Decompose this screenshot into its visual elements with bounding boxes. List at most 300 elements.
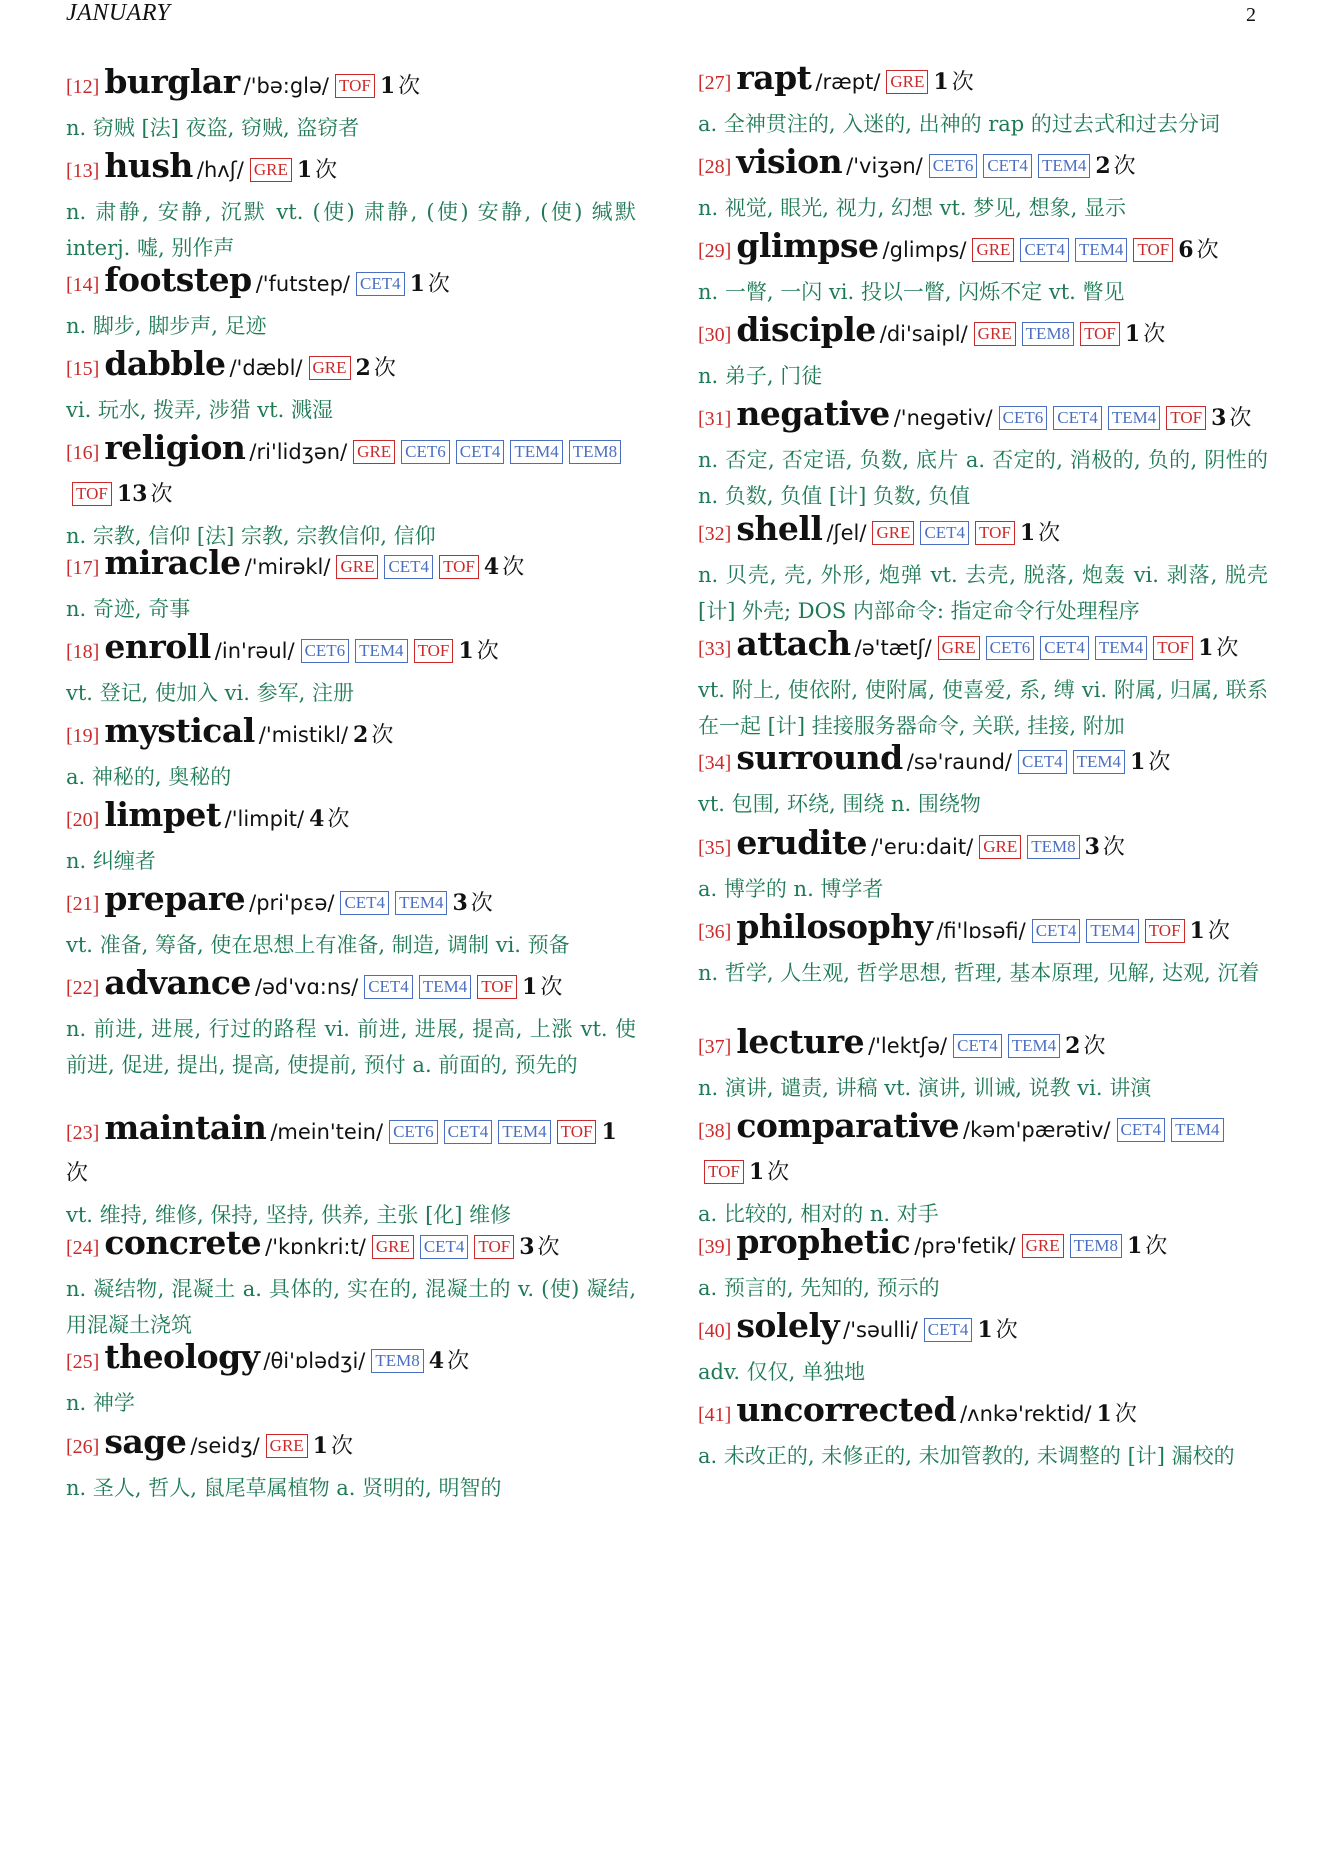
count-value: 13 [116, 481, 148, 507]
pronunciation: /sə'raund/ [906, 750, 1012, 774]
exam-tag-cet4: CET4 [364, 975, 413, 999]
count-value: 1 [1189, 918, 1205, 944]
count-value: 3 [452, 890, 468, 916]
exam-tag-cet4: CET4 [953, 1034, 1002, 1058]
definition: n. 窃贼 [法] 夜盗, 窃贼, 盗窃者 [66, 116, 360, 140]
vocab-entry [66, 1223, 636, 1343]
count-value: 4 [483, 554, 500, 580]
definition: adv. 仅仅, 单独地 [698, 1360, 866, 1384]
definition: n. 宗教, 信仰 [法] 宗教, 宗教信仰, 信仰 [66, 524, 436, 548]
pronunciation: /'mirəkl/ [244, 555, 331, 579]
count-value: 2 [1065, 1033, 1081, 1059]
pronunciation: /'kɒnkri:t/ [265, 1235, 366, 1259]
count-value: 1 [1019, 520, 1036, 546]
pronunciation: /ʌnkə'rektid/ [960, 1402, 1092, 1426]
pronunciation: /'futstep/ [255, 272, 350, 296]
entry-headline [66, 711, 636, 757]
count-unit: 次 [315, 158, 338, 183]
pronunciation: /pri'pɛə/ [249, 891, 335, 915]
entry-headline [698, 1106, 1268, 1194]
occurrence-count [1178, 238, 1218, 263]
entry-number: [33] [698, 638, 732, 660]
definition: a. 博学的 n. 博学者 [698, 877, 884, 901]
exam-tag-cet4: CET4 [1053, 406, 1102, 430]
count-unit: 次 [1102, 835, 1125, 860]
pronunciation: /'dæbl/ [229, 356, 303, 380]
count-value: 4 [428, 1348, 445, 1374]
count-unit: 次 [1145, 1234, 1168, 1259]
count-value: 1 [977, 1317, 993, 1343]
exam-tag-tem4: TEM4 [355, 639, 407, 663]
entry-headline [66, 963, 636, 1009]
exam-tag-tof: TOF [477, 975, 517, 999]
occurrence-count [749, 1160, 789, 1185]
count-value: 2 [353, 722, 369, 748]
entry-headline [698, 1306, 1268, 1352]
count-unit: 次 [951, 70, 974, 95]
vocab-entry [698, 142, 1268, 226]
exam-tag-cet6: CET6 [389, 1120, 438, 1144]
count-value: 2 [355, 355, 371, 381]
count-unit: 次 [1148, 750, 1171, 775]
occurrence-count [933, 70, 973, 95]
exam-tag-cet4: CET4 [444, 1120, 493, 1144]
count-value: 6 [1178, 237, 1194, 263]
pronunciation: /'lektʃə/ [868, 1034, 948, 1058]
entry-headline [698, 823, 1268, 869]
count-unit: 次 [995, 1318, 1018, 1343]
exam-tag-cet4: CET4 [1040, 636, 1089, 660]
entry-headline [66, 1337, 636, 1383]
count-unit: 次 [470, 891, 493, 916]
headword: comparative [736, 1106, 960, 1145]
count-value: 1 [1126, 1233, 1143, 1259]
entry-headline [66, 62, 636, 108]
headword: theology [104, 1337, 260, 1376]
headword: dabble [104, 344, 226, 383]
entry-number: [19] [66, 725, 100, 747]
headword: surround [736, 738, 903, 777]
definition: a. 神秘的, 奥秘的 [66, 765, 232, 789]
entry-number: [23] [66, 1122, 100, 1144]
entry-number: [18] [66, 641, 100, 663]
headword: advance [104, 963, 251, 1002]
pronunciation: /ʃel/ [826, 521, 867, 545]
entry-number: [35] [698, 837, 732, 859]
vocab-entry [698, 738, 1268, 822]
exam-tag-tof: TOF [975, 521, 1015, 545]
vocab-entry [66, 1422, 636, 1506]
entry-headline [66, 543, 636, 589]
entry-number: [15] [66, 358, 100, 380]
count-value: 3 [1084, 834, 1100, 860]
occurrence-count [1130, 750, 1170, 775]
definition: n. 圣人, 哲人, 鼠尾草属植物 a. 贤明的, 明智的 [66, 1476, 502, 1500]
occurrence-count [313, 1434, 353, 1459]
entry-number: [38] [698, 1120, 732, 1142]
vocab-entry [698, 226, 1268, 310]
count-value: 1 [1130, 749, 1146, 775]
entry-headline [698, 738, 1268, 784]
entry-number: [27] [698, 72, 732, 94]
entry-headline [66, 344, 636, 390]
headword: uncorrected [736, 1390, 957, 1429]
pronunciation: /di'saipl/ [879, 322, 968, 346]
entry-number: [39] [698, 1236, 732, 1258]
occurrence-count [410, 272, 450, 297]
exam-tag-tem4: TEM4 [1095, 636, 1147, 660]
exam-tag-tof: TOF [335, 74, 375, 98]
entry-number: [13] [66, 160, 100, 182]
headword: enroll [104, 627, 211, 666]
entry-headline [66, 260, 636, 306]
exam-tag-cet4: CET4 [1018, 750, 1067, 774]
count-value: 3 [519, 1234, 535, 1260]
vocab-entry [698, 509, 1268, 629]
exam-tag-gre: GRE [872, 521, 914, 545]
vocab-entry [66, 795, 636, 879]
vocab-entry [66, 543, 636, 627]
count-unit: 次 [1113, 154, 1136, 179]
occurrence-count [380, 74, 420, 99]
entry-headline [66, 627, 636, 673]
count-unit: 次 [1229, 406, 1252, 431]
entry-headline [66, 795, 636, 841]
pronunciation: /mein'tein/ [270, 1120, 384, 1144]
pronunciation: /hʌʃ/ [196, 158, 244, 182]
definition: n. 否定, 否定语, 负数, 底片 a. 否定的, 消极的, 负的, 阴性的 n. 负数, 负值 [计] 负数, 负值 [698, 448, 1268, 508]
pronunciation: /'mistikl/ [258, 723, 349, 747]
exam-tag-tem4: TEM4 [1171, 1118, 1223, 1142]
vocab-entry [698, 624, 1268, 744]
count-unit: 次 [1038, 521, 1061, 546]
exam-tag-tof: TOF [474, 1235, 514, 1259]
entry-headline [66, 879, 636, 925]
exam-tag-tem8: TEM8 [1070, 1234, 1122, 1258]
exam-tag-gre: GRE [972, 238, 1014, 262]
exam-tag-tem4: TEM4 [1038, 154, 1090, 178]
definition: a. 预言的, 先知的, 预示的 [698, 1276, 940, 1300]
count-unit: 次 [1083, 1034, 1106, 1059]
count-unit: 次 [330, 1434, 353, 1459]
exam-tag-tof: TOF [704, 1160, 744, 1184]
definition: a. 比较的, 相对的 n. 对手 [698, 1202, 939, 1226]
entry-number: [36] [698, 921, 732, 943]
definition: vt. 维持, 维修, 保持, 坚持, 供养, 主张 [化] 维修 [66, 1203, 512, 1227]
pronunciation: /ræpt/ [815, 70, 881, 94]
exam-tag-cet6: CET6 [986, 636, 1035, 660]
headword: religion [104, 428, 246, 467]
occurrence-count [309, 807, 349, 832]
definition: n. 神学 [66, 1391, 135, 1415]
exam-tag-tem4: TEM4 [1008, 1034, 1060, 1058]
count-value: 1 [379, 73, 396, 99]
exam-tag-tem4: TEM4 [1086, 919, 1138, 943]
vocab-entry [66, 344, 636, 428]
headword: concrete [104, 1223, 262, 1262]
count-value: 1 [296, 157, 313, 183]
entry-number: [37] [698, 1036, 732, 1058]
definition: vi. 玩水, 拨弄, 涉猎 vt. 溅湿 [66, 398, 333, 422]
count-unit: 次 [476, 639, 499, 664]
definition: n. 纠缠者 [66, 849, 156, 873]
exam-tag-tem4: TEM4 [498, 1120, 550, 1144]
headword: solely [736, 1306, 840, 1345]
pronunciation: /fi'lɒsəfi/ [936, 919, 1026, 943]
exam-tag-cet6: CET6 [999, 406, 1048, 430]
count-unit: 次 [767, 1160, 790, 1185]
count-unit: 次 [540, 975, 563, 1000]
occurrence-count [458, 639, 498, 664]
occurrence-count [1065, 1034, 1105, 1059]
month-title: JANUARY [66, 0, 171, 26]
count-value: 2 [1095, 153, 1111, 179]
entry-headline [66, 146, 636, 192]
definition: vt. 包围, 环绕, 围绕 n. 围绕物 [698, 792, 981, 816]
occurrence-count [1095, 154, 1135, 179]
exam-tag-gre: GRE [250, 158, 292, 182]
count-value: 1 [522, 974, 538, 1000]
exam-tag-cet4: CET4 [356, 272, 405, 296]
count-unit: 次 [1216, 636, 1239, 661]
pronunciation: /'bə:glə/ [243, 74, 330, 98]
headword: disciple [736, 310, 876, 349]
vocab-entry [698, 1390, 1268, 1474]
vocab-entry [698, 907, 1268, 991]
entry-number: [25] [66, 1351, 100, 1373]
headword: maintain [104, 1108, 267, 1147]
headword: negative [736, 394, 890, 433]
occurrence-count [1085, 835, 1125, 860]
vocab-entry [66, 879, 636, 963]
definition: vt. 附上, 使依附, 使附属, 使喜爱, 系, 缚 vi. 附属, 归属, 联系在一起 [计] 挂接服务器命令, 关联, 挂接, 附加 [698, 678, 1268, 738]
pronunciation: /glimps/ [882, 238, 967, 262]
exam-tag-gre: GRE [353, 440, 395, 464]
definition: n. 凝结物, 混凝土 a. 具体的, 实在的, 混凝土的 v. (使) 凝结, 用混凝土浇筑 [66, 1277, 636, 1337]
count-unit: 次 [1143, 322, 1166, 347]
occurrence-count [484, 555, 524, 580]
vocab-entry [66, 963, 636, 1083]
exam-tag-cet4: CET4 [340, 891, 389, 915]
count-unit: 次 [537, 1235, 560, 1260]
exam-tag-gre: GRE [979, 835, 1021, 859]
entry-headline [698, 394, 1268, 440]
occurrence-count [297, 158, 337, 183]
entry-headline [698, 907, 1268, 953]
count-value: 4 [309, 806, 325, 832]
exam-tag-tof: TOF [1153, 636, 1193, 660]
entry-headline [66, 1108, 636, 1195]
occurrence-count [1198, 636, 1238, 661]
exam-tag-tem4: TEM4 [1108, 406, 1160, 430]
entry-number: [21] [66, 893, 100, 915]
entry-number: [30] [698, 324, 732, 346]
headword: miracle [104, 543, 241, 582]
vocab-entry [698, 1306, 1268, 1390]
headword: philosophy [736, 907, 933, 946]
headword: prepare [104, 879, 246, 918]
definition: n. 哲学, 人生观, 哲学思想, 哲理, 基本原理, 见解, 达观, 沉着 [698, 961, 1260, 985]
entry-number: [34] [698, 752, 732, 774]
entry-headline [66, 428, 636, 516]
exam-tag-gre: GRE [309, 356, 351, 380]
exam-tag-gre: GRE [938, 636, 980, 660]
entry-number: [20] [66, 809, 100, 831]
entry-number: [32] [698, 523, 732, 545]
entry-number: [29] [698, 240, 732, 262]
occurrence-count [356, 356, 396, 381]
definition: n. 演讲, 谴责, 讲稿 vt. 演讲, 训诫, 说教 vi. 讲演 [698, 1076, 1152, 1100]
exam-tag-tem4: TEM4 [510, 440, 562, 464]
vocab-entry [698, 1022, 1268, 1106]
entry-headline [698, 1022, 1268, 1068]
entry-number: [40] [698, 1320, 732, 1342]
count-unit: 次 [66, 1161, 89, 1186]
exam-tag-cet4: CET4 [920, 521, 969, 545]
count-unit: 次 [398, 74, 421, 99]
occurrence-count [1125, 322, 1165, 347]
exam-tag-tof: TOF [1166, 406, 1206, 430]
vocab-entry [66, 1108, 636, 1233]
entry-headline [698, 1222, 1268, 1268]
exam-tag-tof: TOF [1145, 919, 1185, 943]
pronunciation: /prə'fetik/ [914, 1234, 1016, 1258]
definition: n. 肃静, 安静, 沉默 vt. (使) 肃静, (使) 安静, (使) 缄默 interj. 嘘, 别作声 [66, 200, 636, 260]
exam-tag-gre: GRE [1022, 1234, 1064, 1258]
count-value: 1 [1096, 1401, 1112, 1427]
count-value: 1 [748, 1159, 765, 1185]
occurrence-count [977, 1318, 1017, 1343]
count-value: 1 [1124, 321, 1141, 347]
definition: vt. 准备, 筹备, 使在思想上有准备, 制造, 调制 vi. 预备 [66, 933, 570, 957]
count-value: 3 [1211, 405, 1227, 431]
entry-number: [16] [66, 442, 100, 464]
headword: vision [736, 142, 843, 181]
headword: rapt [736, 58, 812, 97]
entry-number: [12] [66, 76, 100, 98]
entry-headline [66, 1422, 636, 1468]
entry-number: [24] [66, 1237, 100, 1259]
vocab-entry [66, 1337, 636, 1421]
pronunciation: /ə'tætʃ/ [854, 636, 932, 660]
entry-number: [22] [66, 977, 100, 999]
entry-headline [698, 509, 1268, 555]
exam-tag-tof: TOF [1080, 322, 1120, 346]
exam-tag-tof: TOF [72, 482, 112, 506]
count-unit: 次 [1114, 1402, 1137, 1427]
occurrence-count [429, 1349, 469, 1374]
exam-tag-cet4: CET4 [1020, 238, 1069, 262]
headword: limpet [104, 795, 221, 834]
exam-tag-cet4: CET4 [1117, 1118, 1166, 1142]
pronunciation: /'səulli/ [843, 1318, 918, 1342]
occurrence-count [1211, 406, 1251, 431]
count-value: 1 [933, 69, 949, 95]
headword: lecture [736, 1022, 865, 1061]
definition: vt. 登记, 使加入 vi. 参军, 注册 [66, 681, 354, 705]
pronunciation: /ri'lidʒən/ [249, 440, 348, 464]
headword: erudite [736, 823, 868, 862]
definition: n. 前进, 进展, 行过的路程 vi. 前进, 进展, 提高, 上涨 vt. 使前进, 促进, 提出, 提高, 使提前, 预付 a. 前面的, 预先的 [66, 1017, 636, 1077]
vocab-entry [698, 1222, 1268, 1306]
exam-tag-gre: GRE [974, 322, 1016, 346]
pronunciation: /in'rəul/ [214, 639, 295, 663]
exam-tag-tof: TOF [439, 555, 479, 579]
count-value: 1 [312, 1433, 328, 1459]
occurrence-count [1190, 919, 1230, 944]
headword: footstep [104, 260, 252, 299]
definition: n. 脚步, 脚步声, 足迹 [66, 314, 267, 338]
pronunciation: /'negətiv/ [893, 406, 993, 430]
definition: n. 贝壳, 壳, 外形, 炮弹 vt. 去壳, 脱落, 炮轰 vi. 剥落, 脱壳 [计] 外壳; DOS 内部命令: 指定命令行处理程序 [698, 563, 1268, 623]
pronunciation: /θi'ɒlədʒi/ [263, 1349, 366, 1373]
occurrence-count [1097, 1402, 1137, 1427]
vocab-entry [66, 627, 636, 711]
count-unit: 次 [1207, 919, 1230, 944]
exam-tag-cet6: CET6 [301, 639, 350, 663]
count-unit: 次 [373, 356, 396, 381]
entry-number: [31] [698, 408, 732, 430]
count-unit: 次 [427, 272, 450, 297]
headword: hush [104, 146, 193, 185]
occurrence-count [1127, 1234, 1167, 1259]
exam-tag-gre: GRE [886, 70, 928, 94]
exam-tag-cet4: CET4 [1032, 919, 1081, 943]
occurrence-count [522, 975, 562, 1000]
definition: n. 弟子, 门徒 [698, 364, 823, 388]
pronunciation: /'limpit/ [224, 807, 305, 831]
pronunciation: /'viʒən/ [846, 154, 923, 178]
exam-tag-tem8: TEM8 [1027, 835, 1079, 859]
entry-headline [66, 1223, 636, 1269]
vocab-entry [66, 428, 636, 554]
count-unit: 次 [150, 482, 173, 507]
vocab-entry [66, 711, 636, 795]
vocab-entry [66, 62, 636, 146]
headword: glimpse [736, 226, 879, 265]
exam-tag-cet4: CET4 [384, 555, 433, 579]
exam-tag-tem8: TEM8 [1022, 322, 1074, 346]
entry-number: [14] [66, 274, 100, 296]
vocab-entry [66, 260, 636, 344]
exam-tag-cet6: CET6 [401, 440, 450, 464]
page-number: 2 [1246, 4, 1256, 26]
count-unit: 次 [502, 555, 525, 580]
pronunciation: /kəm'pærətiv/ [963, 1118, 1111, 1142]
count-unit: 次 [327, 807, 350, 832]
entry-headline [698, 58, 1268, 104]
entry-headline [698, 142, 1268, 188]
exam-tag-tof: TOF [1133, 238, 1173, 262]
entry-headline [698, 1390, 1268, 1436]
count-value: 1 [409, 271, 425, 297]
vocab-entry [698, 310, 1268, 394]
exam-tag-tof: TOF [414, 639, 454, 663]
occurrence-count [117, 482, 173, 507]
vocab-entry [698, 394, 1268, 514]
exam-tag-tem8: TEM8 [569, 440, 621, 464]
vocab-entry [698, 823, 1268, 907]
vocab-entry [698, 1106, 1268, 1232]
vocab-entry [66, 146, 636, 266]
count-value: 1 [458, 638, 474, 664]
headword: sage [104, 1422, 187, 1461]
entry-number: [26] [66, 1436, 100, 1458]
occurrence-count [1020, 521, 1060, 546]
headword: attach [736, 624, 851, 663]
count-unit: 次 [371, 723, 394, 748]
exam-tag-cet4: CET4 [420, 1235, 469, 1259]
